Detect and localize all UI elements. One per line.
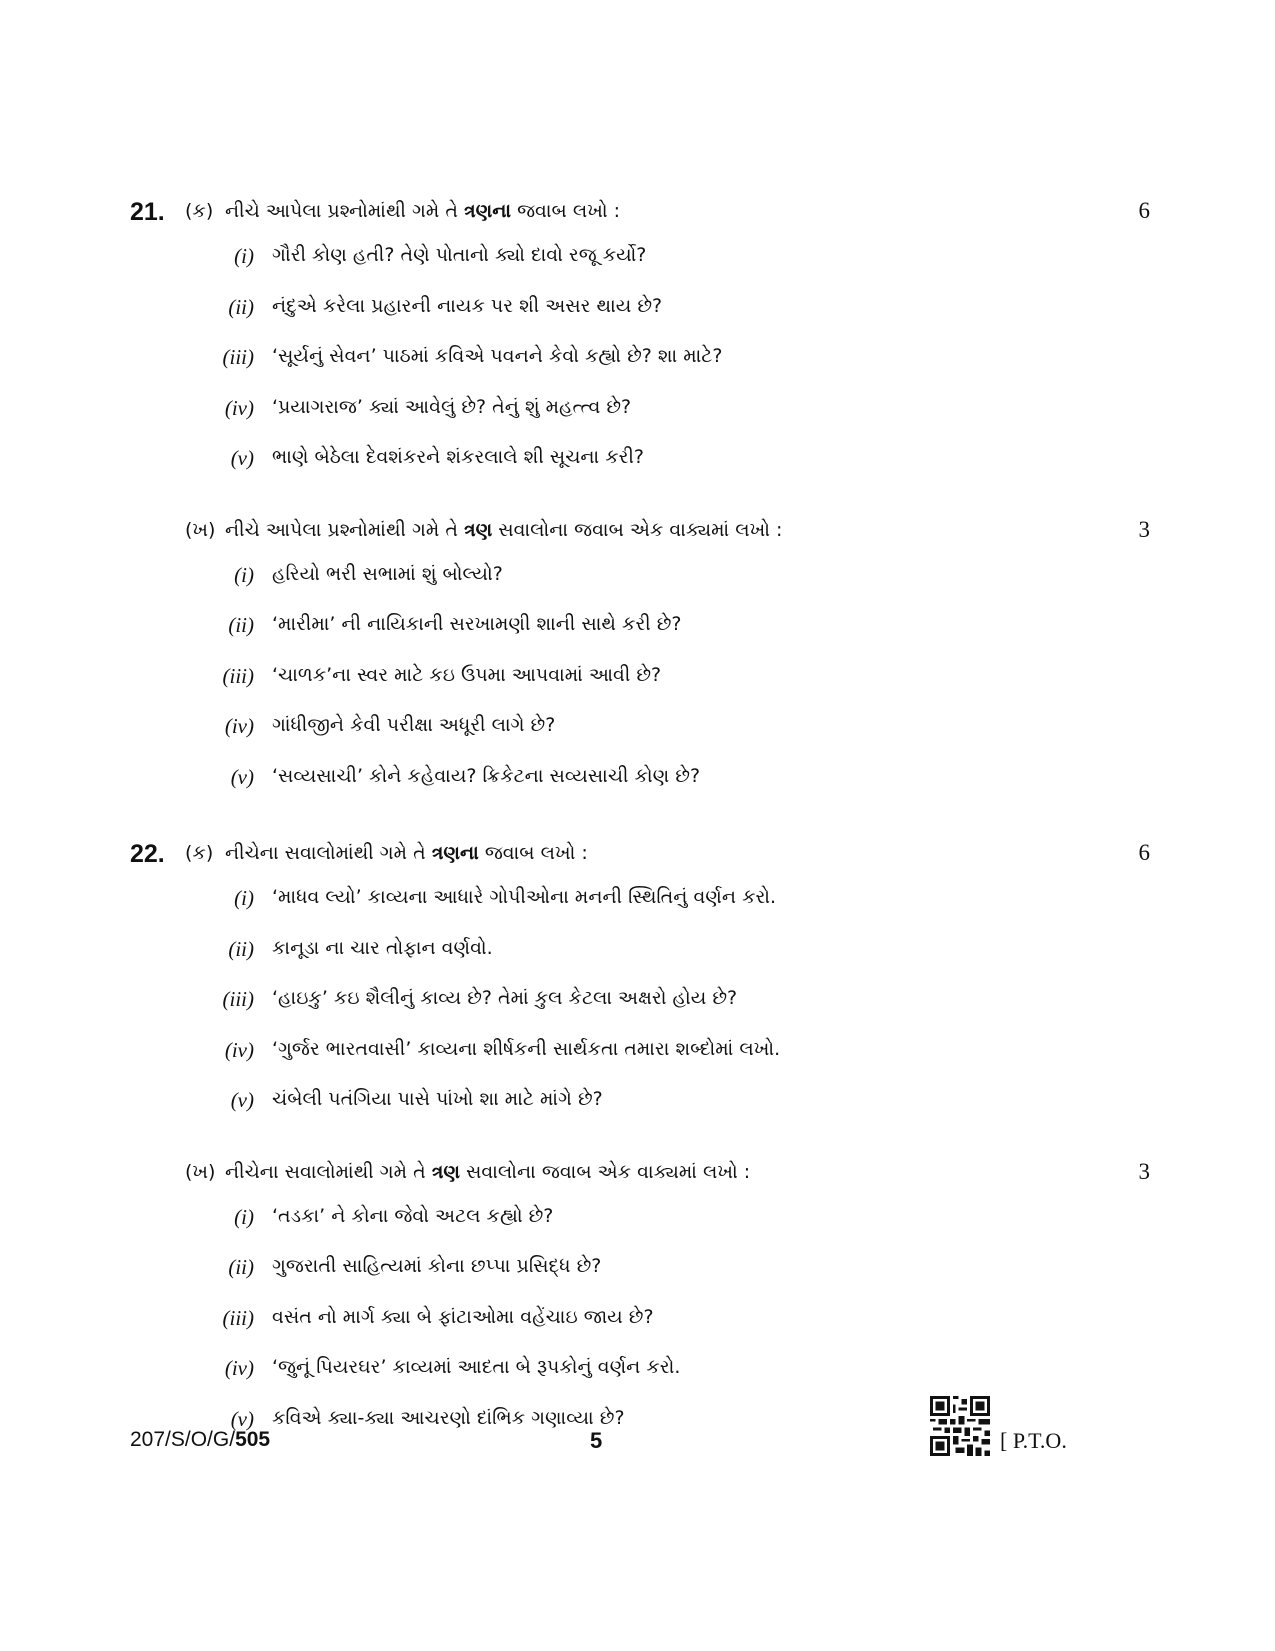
please-turn-over: [ P.T.O. xyxy=(1000,1428,1067,1453)
sub-question-text: નંદુએ કરેલા પ્રહારની નાયક પર શી અસર થાય છે? xyxy=(272,294,663,317)
sub-question xyxy=(130,1348,1150,1399)
sub-question-text: ‘પ્રયાગરાજ’ ક્યાં આવેલું છે? તેનું શું મહત્ત્વ છે? xyxy=(272,395,632,418)
part-instruction xyxy=(225,1161,750,1183)
sub-question-text: ‘તડકા’ ને કોના જેવો અટલ કહ્યો છે? xyxy=(272,1204,554,1227)
instruction-emphasis: ત્રણ xyxy=(431,1160,460,1183)
sub-question-text: કાનૂડા ના ચાર તોફાન વર્ણવો. xyxy=(272,936,493,959)
sub-question-number: (iii) xyxy=(222,1305,254,1330)
instruction-text: જવાબ લખો : xyxy=(511,200,621,222)
sub-question-number: (i) xyxy=(234,886,254,910)
part-marker: (ક) xyxy=(185,842,214,864)
sub-question xyxy=(130,1298,1150,1349)
sub-question-list xyxy=(130,1197,1150,1450)
instruction-text: નીચેના સવાલોમાંથી ગમે તે xyxy=(225,1160,432,1183)
sub-question xyxy=(130,236,1150,287)
part-instruction xyxy=(225,519,782,541)
marks: 3 xyxy=(1138,1158,1150,1184)
sub-question xyxy=(130,878,1150,929)
question-21-part-ka xyxy=(130,196,1150,489)
sub-question xyxy=(130,1080,1150,1131)
page-number: 5 xyxy=(590,1428,603,1453)
sub-question-number: (i) xyxy=(234,1204,254,1229)
sub-question-number: (iv) xyxy=(224,1356,254,1380)
sub-question-text: ‘સૂર્યનું સેવન’ પાઠમાં કવિએ પવનને કેવો કહ્યો છે? શા માટે? xyxy=(272,345,723,367)
question-number: 22. xyxy=(130,840,165,868)
part-header xyxy=(130,838,1150,878)
sub-question-number: (v) xyxy=(230,1088,254,1112)
sub-question xyxy=(130,656,1150,707)
sub-question-text: ગુજરાતી સાહિત્યમાં કોના છપ્પા પ્રસિદ્ધ છે? xyxy=(272,1255,602,1277)
sub-question-number: (ii) xyxy=(228,613,254,637)
sub-question-text: ‘માધવ લ્યો’ કાવ્યના આધારે ગોપીઓના મનની સ્થિતિનું વર્ણન કરો. xyxy=(272,886,777,908)
sub-question-number: (iii) xyxy=(222,987,254,1011)
sub-question xyxy=(130,555,1150,606)
question-21 xyxy=(130,196,1150,807)
sub-question-number: (ii) xyxy=(228,294,254,319)
instruction-emphasis: ત્રણના xyxy=(463,200,512,222)
sub-question-text: ‘હાઇકુ’ કઇ શૈલીનું કાવ્ય છે? તેમાં કુલ કેટલા અક્ષરો હોય છે? xyxy=(272,987,738,1009)
sub-question xyxy=(130,388,1150,439)
marks: 6 xyxy=(1138,840,1150,865)
sub-question-text: વસંત નો માર્ગ ક્યા બે ફાંટાઓમા વહેંચાઇ જાય છે? xyxy=(272,1305,654,1328)
sub-question-text: ‘સવ્યસાચી’ કોને કહેવાય? ક્રિકેટના સવ્યસાચી કોણ છે? xyxy=(272,764,701,787)
sub-question xyxy=(130,1247,1150,1298)
marks: 3 xyxy=(1138,516,1150,542)
sub-question-text: કવિએ ક્યા-ક્યા આચરણો દાંભિક ગણાવ્યા છે? xyxy=(272,1406,625,1429)
sub-question-text: ગાંધીજીને કેવી પરીક્ષા અધૂરી લાગે છે? xyxy=(272,714,556,736)
sub-question-number: (v) xyxy=(230,446,254,470)
part-marker: (ક) xyxy=(185,200,214,222)
sub-question xyxy=(130,1399,1150,1450)
sub-question-number: (ii) xyxy=(228,1255,254,1279)
sub-question-list xyxy=(130,555,1150,808)
part-header xyxy=(130,196,1150,236)
sub-question-number: (ii) xyxy=(228,936,254,961)
instruction-text: જવાબ લખો : xyxy=(478,842,588,864)
part-instruction xyxy=(225,200,620,222)
sub-question xyxy=(130,929,1150,980)
instruction-text: નીચે આપેલા પ્રશ્નોમાંથી ગમે તે xyxy=(225,200,464,222)
part-instruction xyxy=(225,842,588,864)
sub-question xyxy=(130,438,1150,489)
sub-question-number: (v) xyxy=(230,764,254,789)
paper-code xyxy=(130,1428,270,1452)
paper-code-prefix: 207/S/O/G/ xyxy=(130,1428,236,1451)
instruction-text: સવાલોના જવાબ એક વાક્યમાં લખો : xyxy=(459,1160,751,1183)
sub-question-text: ભાણે બેઠેલા દેવશંકરને શંકરલાલે શી સૂચના કરી? xyxy=(272,446,645,468)
sub-question xyxy=(130,1030,1150,1081)
sub-question xyxy=(130,287,1150,338)
sub-question-number: (i) xyxy=(234,562,254,587)
sub-question-text: ગૌરી કોણ હતી? તેણે પોતાનો ક્યો દાવો રજૂ કર્યો? xyxy=(272,244,647,266)
sub-question xyxy=(130,979,1150,1030)
question-21-part-kha xyxy=(130,515,1150,808)
question-22-part-ka xyxy=(130,838,1150,1131)
sub-question xyxy=(130,337,1150,388)
part-marker: (ખ) xyxy=(185,518,216,541)
sub-question-number: (iv) xyxy=(224,395,254,420)
sub-question-list xyxy=(130,878,1150,1131)
instruction-text: નીચેના સવાલોમાંથી ગમે તે xyxy=(225,842,432,864)
instruction-text: સવાલોના જવાબ એક વાક્યમાં લખો : xyxy=(492,518,783,541)
sub-question-number: (iii) xyxy=(222,663,254,688)
sub-question-text: ‘ગુર્જર ભારતવાસી’ કાવ્યના શીર્ષકની સાર્થકતા તમારા શબ્દોમાં લખો. xyxy=(272,1037,781,1060)
part-header xyxy=(130,515,1150,555)
part-marker: (ખ) xyxy=(185,1160,216,1183)
sub-question xyxy=(130,706,1150,757)
sub-question-text: ‘ચાળક’ના સ્વર માટે કઇ ઉપમા આપવામાં આવી છે? xyxy=(272,663,662,686)
marks: 6 xyxy=(1138,198,1150,223)
sub-question-text: ‘મારીમા’ ની નાયિકાની સરખામણી શાની સાથે કરી છે? xyxy=(272,613,682,635)
sub-question-text: ચંબેલી પતંગિયા પાસે પાંખો શા માટે માંગે છે? xyxy=(272,1088,603,1110)
sub-question-text: હરિયો ભરી સભામાં શું બોલ્યો? xyxy=(272,562,503,585)
instruction-text: નીચે આપેલા પ્રશ્નોમાંથી ગમે તે xyxy=(225,518,464,541)
sub-question xyxy=(130,605,1150,656)
sub-question-number: (i) xyxy=(234,244,254,268)
part-header xyxy=(130,1157,1150,1197)
question-22-part-kha xyxy=(130,1157,1150,1450)
sub-question xyxy=(130,1197,1150,1248)
question-number: 21. xyxy=(130,198,165,226)
sub-question-text: ‘જુનૂં પિયરઘર’ કાવ્યમાં આદતા બે રૂપકોનું વર્ણન કરો. xyxy=(272,1356,681,1378)
sub-question-number: (iv) xyxy=(224,1037,254,1062)
instruction-emphasis: ત્રણના xyxy=(431,842,479,864)
sub-question-number: (iii) xyxy=(222,345,254,369)
paper-code-number: 505 xyxy=(235,1428,271,1451)
sub-question-number: (iv) xyxy=(224,714,254,738)
sub-question-number: (v) xyxy=(230,1406,254,1431)
sub-question xyxy=(130,757,1150,808)
qr-code-icon xyxy=(930,1396,990,1456)
question-22 xyxy=(130,838,1150,1449)
instruction-emphasis: ત્રણ xyxy=(463,518,493,541)
sub-question-list xyxy=(130,236,1150,489)
